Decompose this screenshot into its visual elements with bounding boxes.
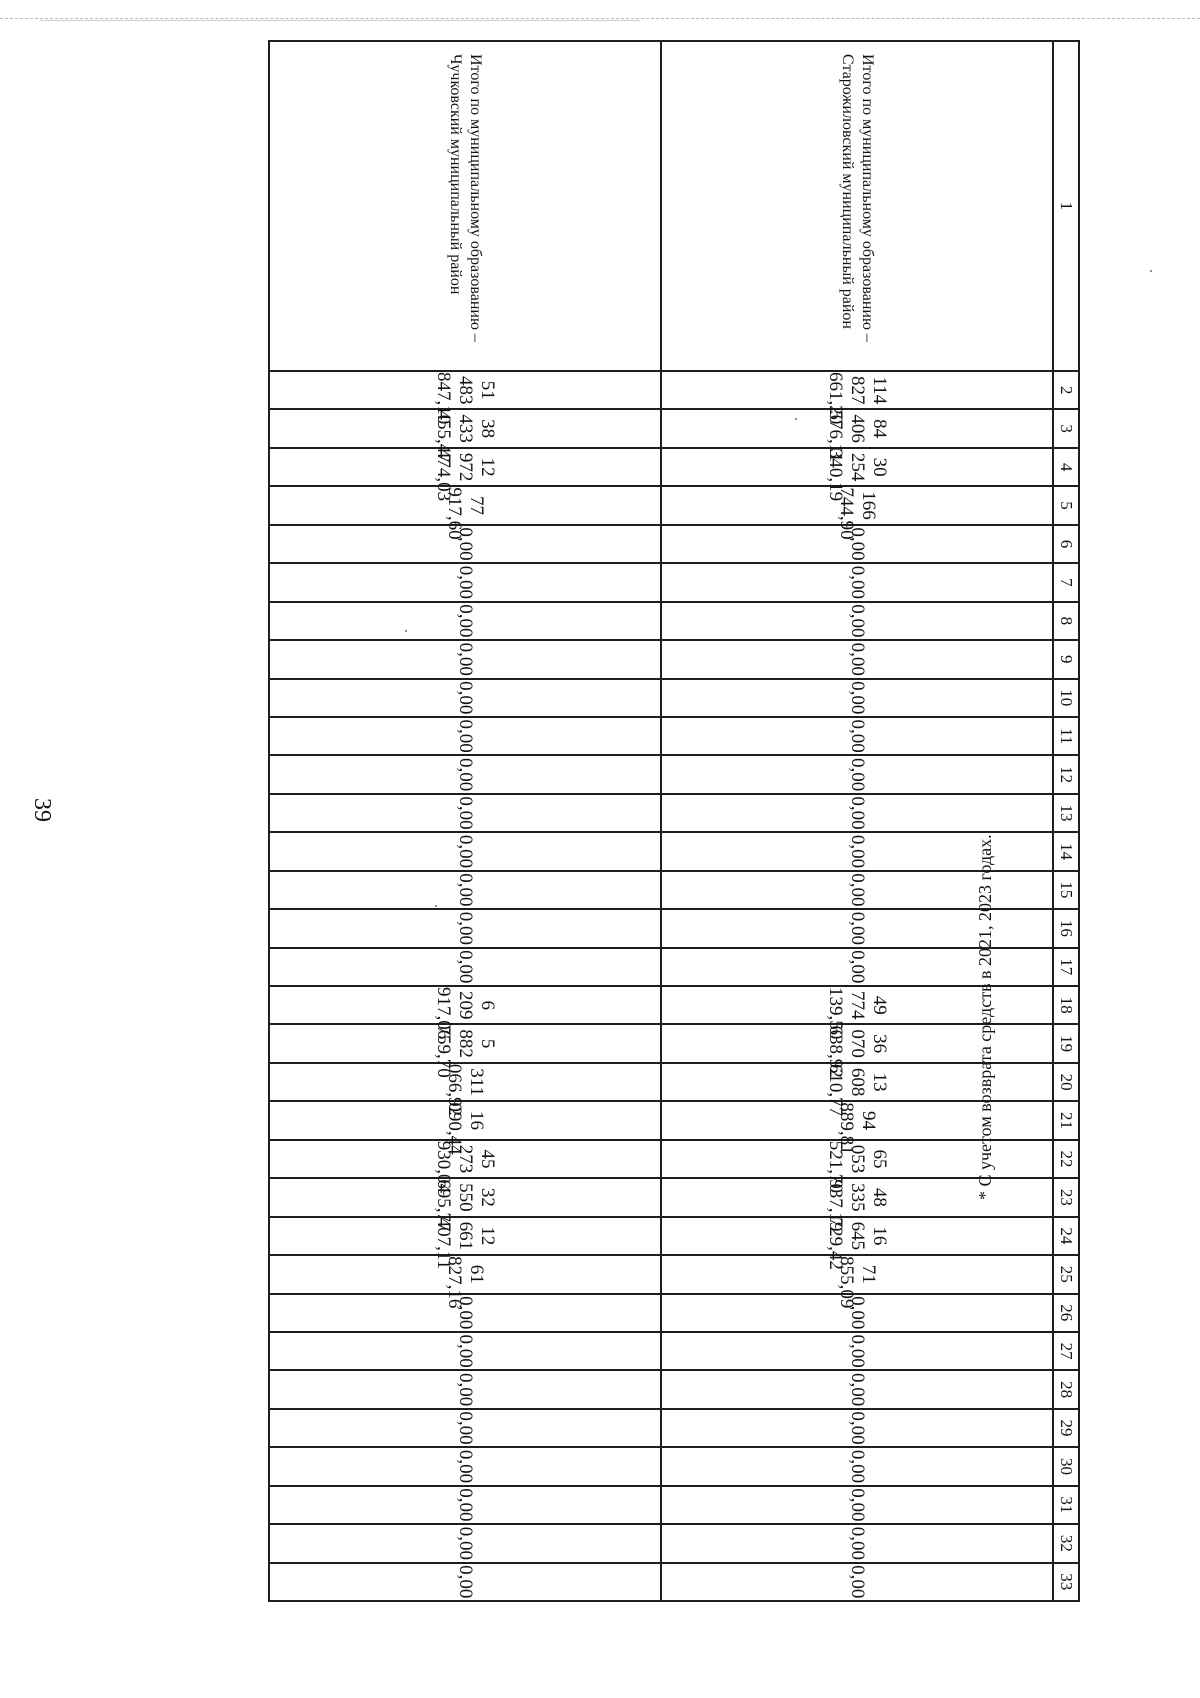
table-row bbox=[269, 41, 661, 1601]
table-cell: 0,00 bbox=[269, 602, 661, 640]
column-number: 9 bbox=[1053, 640, 1079, 678]
table-cell: 94 889,81 bbox=[661, 1101, 1053, 1139]
table-cell: 0,00 bbox=[269, 1486, 661, 1524]
table-cell: 30 254 340,19 bbox=[661, 448, 1053, 486]
table-cell: 0,00 bbox=[661, 755, 1053, 793]
table-cell: 0,00 bbox=[269, 717, 661, 755]
table-cell: 0,00 bbox=[661, 948, 1053, 986]
table-cell: 0,00 bbox=[269, 1294, 661, 1332]
table-cell: 0,00 bbox=[661, 871, 1053, 909]
table-cell: 0,00 bbox=[269, 948, 661, 986]
table-cell: 0,00 bbox=[269, 1370, 661, 1408]
table-cell: 0,00 bbox=[661, 1370, 1053, 1408]
row-label: Итого по муниципальному образованию – Старожиловский муниципальный район bbox=[661, 41, 1053, 371]
table-cell: 0,00 bbox=[661, 1447, 1053, 1485]
scan-edge-line bbox=[0, 18, 1200, 19]
column-number: 1 bbox=[1053, 41, 1079, 371]
table-cell: 16 645 729,42 bbox=[661, 1217, 1053, 1255]
column-number: 13 bbox=[1053, 794, 1079, 832]
table-cell: 0,00 bbox=[269, 755, 661, 793]
column-number: 3 bbox=[1053, 409, 1079, 447]
table-cell: 5 882 759,70 bbox=[269, 1024, 661, 1062]
column-number: 10 bbox=[1053, 679, 1079, 717]
table-cell: 12 661 407,11 bbox=[269, 1217, 661, 1255]
column-number: 26 bbox=[1053, 1294, 1079, 1332]
column-number: 20 bbox=[1053, 1063, 1079, 1101]
table-cell: 71 855,09 bbox=[661, 1255, 1053, 1293]
column-number: 17 bbox=[1053, 948, 1079, 986]
table-cell: 0,00 bbox=[661, 1332, 1053, 1370]
table-cell: 0,00 bbox=[269, 1409, 661, 1447]
scan-edge-line bbox=[40, 20, 640, 21]
table-cell: 0,00 bbox=[269, 640, 661, 678]
table-cell: 311 066,92 bbox=[269, 1063, 661, 1101]
column-number: 33 bbox=[1053, 1563, 1079, 1601]
summary-table bbox=[268, 40, 1080, 1602]
table-cell: 0,00 bbox=[661, 602, 1053, 640]
column-number: 15 bbox=[1053, 871, 1079, 909]
table-cell: 45 273 930,04 bbox=[269, 1140, 661, 1178]
table-cell: 114 827 661,20 bbox=[661, 371, 1053, 409]
scan-speck bbox=[795, 418, 797, 420]
column-number: 21 bbox=[1053, 1101, 1079, 1139]
column-number: 28 bbox=[1053, 1370, 1079, 1408]
column-number: 22 bbox=[1053, 1140, 1079, 1178]
table-cell: 0,00 bbox=[269, 794, 661, 832]
column-number: 27 bbox=[1053, 1332, 1079, 1370]
table-cell: 0,00 bbox=[661, 794, 1053, 832]
table-cell: 0,00 bbox=[661, 1563, 1053, 1601]
table-cell: 65 053 521,70 bbox=[661, 1140, 1053, 1178]
column-number: 14 bbox=[1053, 832, 1079, 870]
table-cell: 0,00 bbox=[661, 1524, 1053, 1562]
column-number: 16 bbox=[1053, 909, 1079, 947]
scan-speck bbox=[1150, 270, 1152, 272]
table-cell: 0,00 bbox=[269, 832, 661, 870]
column-number: 31 bbox=[1053, 1486, 1079, 1524]
page-number: 39 bbox=[29, 798, 55, 822]
table-cell: 16 090,44 bbox=[269, 1101, 661, 1139]
table-cell: 0,00 bbox=[661, 1294, 1053, 1332]
table-cell: 38 433 455,47 bbox=[269, 409, 661, 447]
table-cell: 0,00 bbox=[269, 1563, 661, 1601]
table-cell: 49 774 139,50 bbox=[661, 986, 1053, 1024]
column-number: 25 bbox=[1053, 1255, 1079, 1293]
table-cell: 48 335 937,19 bbox=[661, 1178, 1053, 1216]
scan-speck bbox=[435, 905, 437, 907]
column-number: 11 bbox=[1053, 717, 1079, 755]
column-number: 4 bbox=[1053, 448, 1079, 486]
table-cell: 0,00 bbox=[269, 1332, 661, 1370]
column-number: 8 bbox=[1053, 602, 1079, 640]
column-number: 12 bbox=[1053, 755, 1079, 793]
table-cell: 77 917,60 bbox=[269, 486, 661, 524]
table-cell: 0,00 bbox=[661, 679, 1053, 717]
table-cell: 0,00 bbox=[269, 871, 661, 909]
table-cell: 166 744,90 bbox=[661, 486, 1053, 524]
column-number: 30 bbox=[1053, 1447, 1079, 1485]
table-cell: 84 406 576,11 bbox=[661, 409, 1053, 447]
table-cell: 13 608 610,77 bbox=[661, 1063, 1053, 1101]
column-number: 7 bbox=[1053, 563, 1079, 601]
table-cell: 61 827,16 bbox=[269, 1255, 661, 1293]
table-cell: 0,00 bbox=[661, 1409, 1053, 1447]
table-cell: 36 070 638,92 bbox=[661, 1024, 1053, 1062]
table-cell: 6 209 917,06 bbox=[269, 986, 661, 1024]
column-number: 6 bbox=[1053, 525, 1079, 563]
table-cell: 0,00 bbox=[269, 525, 661, 563]
table-cell: 0,00 bbox=[269, 563, 661, 601]
table-cell: 0,00 bbox=[661, 832, 1053, 870]
column-number-row bbox=[1053, 41, 1079, 1601]
column-number: 32 bbox=[1053, 1524, 1079, 1562]
column-number: 19 bbox=[1053, 1024, 1079, 1062]
table-cell: 0,00 bbox=[661, 640, 1053, 678]
column-number: 5 bbox=[1053, 486, 1079, 524]
column-number: 2 bbox=[1053, 371, 1079, 409]
column-number: 29 bbox=[1053, 1409, 1079, 1447]
row-label: Итого по муниципальному образованию – Чучковский муниципальный район bbox=[269, 41, 661, 371]
table-cell: 0,00 bbox=[269, 1447, 661, 1485]
table-cell: 0,00 bbox=[661, 909, 1053, 947]
table-cell: 51 483 847,10 bbox=[269, 371, 661, 409]
table-cell: 0,00 bbox=[661, 1486, 1053, 1524]
scan-speck bbox=[405, 630, 407, 632]
table-cell: 0,00 bbox=[269, 909, 661, 947]
column-number: 18 bbox=[1053, 986, 1079, 1024]
footnote: * С учетом возврата средств в 2021, 2023 годах. bbox=[975, 834, 995, 1200]
table-cell: 32 550 695,77 bbox=[269, 1178, 661, 1216]
table-cell: 0,00 bbox=[661, 563, 1053, 601]
column-number: 24 bbox=[1053, 1217, 1079, 1255]
column-number: 23 bbox=[1053, 1178, 1079, 1216]
table-cell: 0,00 bbox=[661, 717, 1053, 755]
rotated-table-stage bbox=[220, 40, 1080, 1600]
table-cell: 12 972 474,03 bbox=[269, 448, 661, 486]
table-cell: 0,00 bbox=[661, 525, 1053, 563]
table-cell: 0,00 bbox=[269, 679, 661, 717]
table-cell: 0,00 bbox=[269, 1524, 661, 1562]
